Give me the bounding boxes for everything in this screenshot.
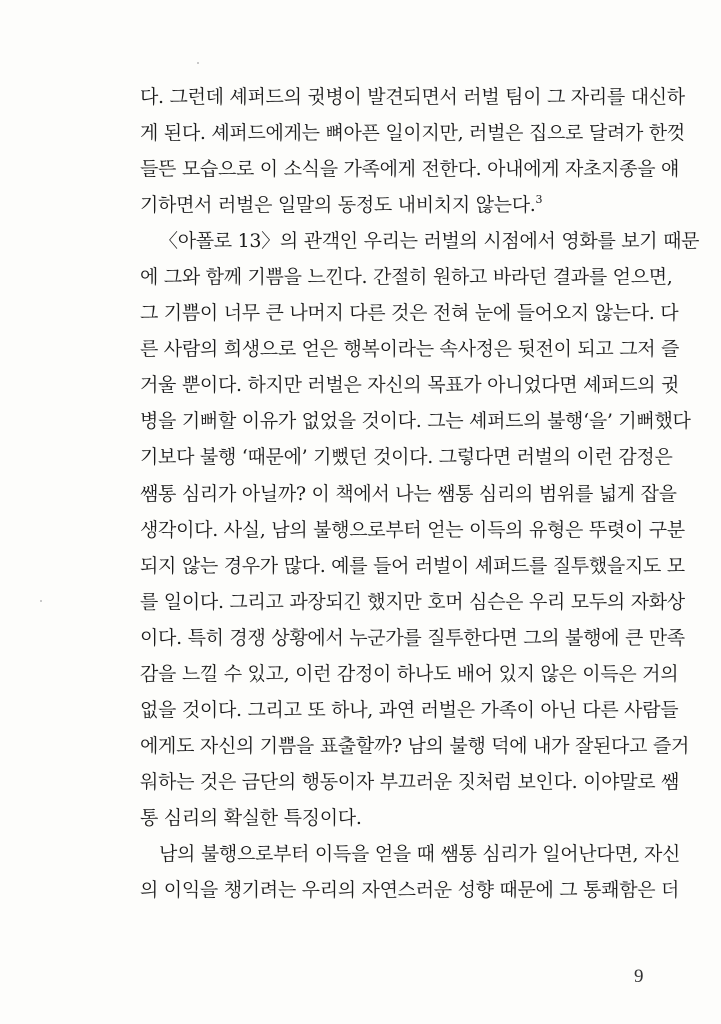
text-line (140, 403, 691, 439)
text-line (140, 548, 685, 584)
text-line (140, 259, 673, 295)
text-line (140, 728, 690, 764)
text-line (140, 692, 679, 728)
text-line (140, 295, 679, 331)
paragraph (140, 223, 700, 836)
text-line (140, 115, 685, 151)
text-line (140, 223, 700, 259)
text-line (140, 836, 681, 872)
line-text: 남의 불행으로부터 이득을 얻을 때 쌤통 심리가 일어난다면, 자신 (159, 842, 681, 865)
scan-speck (197, 62, 199, 64)
line-text: 를 일이다. 그리고 과장되긴 했지만 호머 심슨은 우리 모두의 자화상 (140, 590, 685, 613)
text-line (140, 656, 679, 692)
text-line (140, 79, 685, 115)
text-line (140, 151, 680, 187)
text-line (140, 187, 654, 223)
line-text: 쌤통 심리가 아닐까? 이 책에서 나는 쌤통 심리의 범위를 넓게 잡을 (140, 482, 677, 505)
text-line (140, 331, 680, 367)
text-line (140, 872, 680, 908)
paragraph (140, 79, 685, 223)
line-text: 통 심리의 확실한 특징이다. (140, 806, 362, 829)
line-text: 기하면서 러벌은 일말의 동정도 내비치지 않는다. (140, 194, 536, 217)
line-text: 다. 그런데 셰퍼드의 귓병이 발견되면서 러벌 팀이 그 자리를 대신하 (140, 86, 685, 108)
line-text: 워하는 것은 금단의 행동이자 부끄러운 짓처럼 보인다. 이야말로 쌤 (140, 770, 680, 793)
line-text: 감을 느낄 수 있고, 이런 감정이 하나도 배어 있지 않은 이득은 거의 (140, 662, 679, 685)
page-number: 9 (634, 966, 644, 987)
text-line (140, 800, 654, 836)
line-text: 의 이익을 챙기려는 우리의 자연스러운 성향 때문에 그 통쾌함은 더 (140, 879, 680, 902)
text-line (140, 764, 680, 800)
text-line (140, 476, 677, 512)
line-text: 생각이다. 사실, 남의 불행으로부터 얻는 이득의 유형은 뚜렷이 구분 (140, 518, 685, 541)
text-line (140, 367, 680, 403)
line-text: 이다. 특히 경쟁 상황에서 누군가를 질투한다면 그의 불행에 큰 만족 (140, 626, 685, 649)
line-text: 기보다 불행 ‘때문에’ 기뻤던 것이다. 그렇다면 러벌의 이런 감정은 (140, 446, 673, 469)
line-text: 른 사람의 희생으로 얻은 행복이라는 속사정은 뒷전이 되고 그저 즐 (140, 338, 680, 361)
line-text: 그 기쁨이 너무 큰 나머지 다른 것은 전혀 눈에 들어오지 않는다. 다 (140, 302, 679, 325)
line-text: 들뜬 모습으로 이 소식을 가족에게 전한다. 아내에게 자초지종을 얘 (140, 158, 680, 181)
footnote-marker: 3 (535, 193, 543, 207)
line-text: 에 그와 함께 기쁨을 느낀다. 간절히 원하고 바라던 결과를 얻으면, (140, 266, 673, 289)
line-text: 되지 않는 경우가 많다. 예를 들어 러벌이 셰퍼드를 질투했을지도 모 (140, 554, 685, 577)
line-text: 병을 기뻐할 이유가 없었을 것이다. 그는 셰퍼드의 불행‘을’ 기뻐했다 (140, 410, 691, 433)
line-text: 게 된다. 셰퍼드에게는 뼈아픈 일이지만, 러벌은 집으로 달려가 한껏 (140, 122, 685, 145)
scan-speck (40, 600, 42, 602)
text-line (140, 620, 685, 656)
line-text: 거울 뿐이다. 하지만 러벌은 자신의 목표가 아니었다면 셰퍼드의 귓 (140, 374, 680, 397)
body-text (140, 79, 700, 908)
line-text: 없을 것이다. 그리고 또 하나, 과연 러벌은 가족이 아닌 다른 사람들 (140, 698, 679, 721)
line-text: 에게도 자신의 기쁨을 표출할까? 남의 불행 덕에 내가 잘된다고 즐거 (140, 734, 690, 757)
text-line (140, 512, 685, 548)
text-line (140, 439, 673, 475)
line-text: 〈아폴로 13〉의 관객인 우리는 러벌의 시점에서 영화를 보기 때문 (159, 230, 700, 253)
text-line (140, 584, 685, 620)
paragraph (140, 836, 681, 908)
